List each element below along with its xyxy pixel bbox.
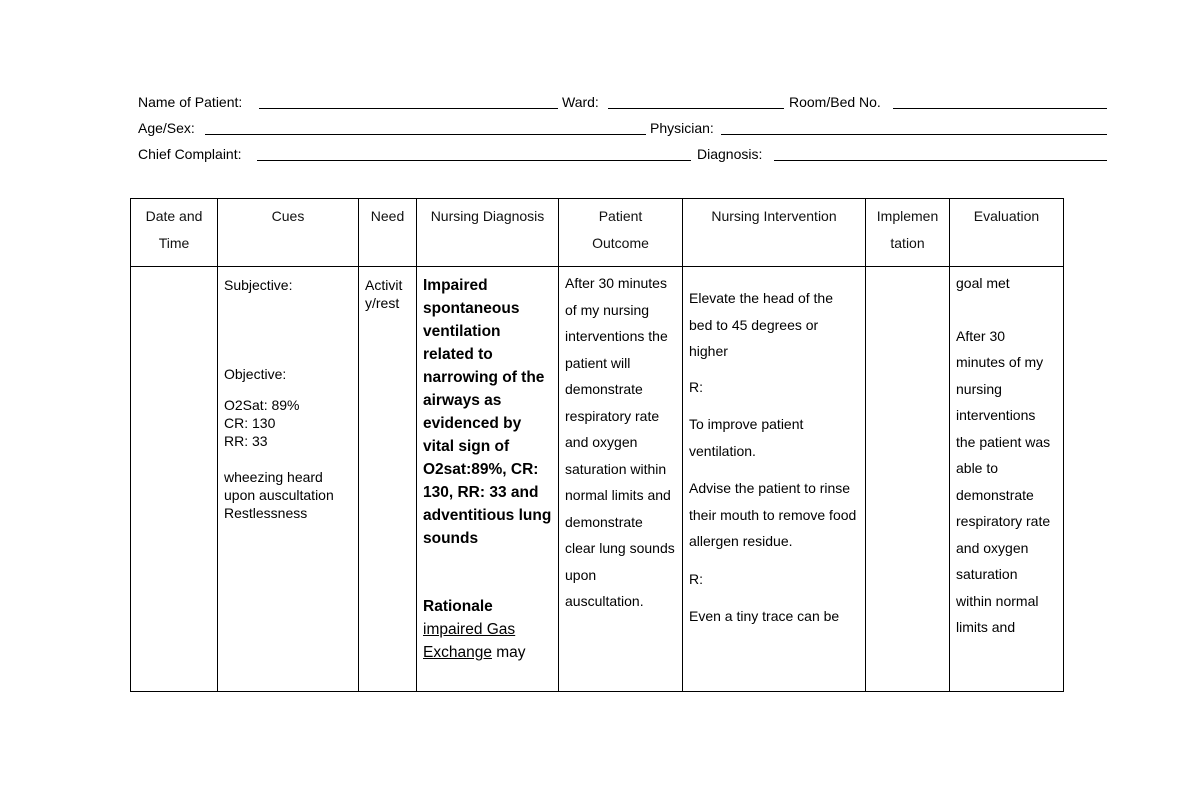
header-outcome-line1: Patient (598, 208, 643, 224)
physician-label: Physician: (650, 120, 714, 136)
header-outcome-line2: Outcome (592, 235, 649, 251)
nursing-diagnosis-cell[interactable] (417, 267, 559, 692)
intervention-r2-text: Even a tiny trace can be (689, 608, 840, 624)
header-need: Need (359, 199, 417, 267)
cues-cell[interactable] (218, 267, 359, 692)
cues-auscultation: upon auscultation (224, 487, 334, 503)
header-date-line1: Date and (145, 208, 203, 224)
chief-complaint-field[interactable] (257, 146, 691, 161)
header-date-line2: Time (158, 235, 190, 251)
header-cues: Cues (218, 199, 359, 267)
room-bed-label: Room/Bed No. (789, 94, 881, 110)
room-bed-field[interactable] (893, 94, 1107, 109)
rationale-label: Rationale (423, 598, 493, 615)
intervention-r1-text: To improve patient ventilation. (689, 416, 804, 459)
header-nursing-intervention: Nursing Intervention (683, 199, 866, 267)
cues-o2sat: O2Sat: 89% (224, 397, 300, 413)
header-evaluation: Evaluation (950, 199, 1064, 267)
impaired-gas-exchange-link[interactable]: impaired Gas Exchange (423, 621, 516, 661)
cues-objective: Objective: (224, 366, 287, 382)
evaluation-text: After 30 minutes of my nursing interventions the patient was able to demonstrate respiratory rate and oxygen saturation within normal limits and (956, 327, 1051, 635)
header-implementation (866, 199, 950, 267)
name-of-patient-field[interactable] (259, 94, 558, 109)
header-patient-outcome (559, 199, 683, 267)
cues-restlessness: Restlessness (224, 505, 308, 521)
table-header-row (131, 199, 1064, 267)
implementation-cell[interactable] (866, 267, 950, 692)
diagnosis-label: Diagnosis: (697, 146, 763, 162)
rationale-rest: may (491, 644, 526, 661)
intervention-item-1: Elevate the head of the bed to 45 degrees or higher (689, 290, 833, 359)
need-text: Activit y/rest (365, 277, 403, 311)
cues-rr: RR: 33 (224, 433, 268, 449)
intervention-item-2: Advise the patient to rinse their mouth to remove food allergen residue. (689, 480, 857, 549)
name-of-patient-label: Name of Patient: (138, 94, 243, 110)
chief-complaint-label: Chief Complaint: (138, 146, 242, 162)
evaluation-cell[interactable] (950, 267, 1064, 692)
date-time-cell[interactable] (131, 267, 218, 692)
cues-subjective: Subjective: (224, 277, 293, 293)
physician-field[interactable] (721, 120, 1107, 135)
nursing-intervention-cell[interactable] (683, 267, 866, 692)
header-impl-line1: Implemen (876, 208, 939, 224)
table-row (131, 267, 1064, 692)
evaluation-status: goal met (956, 275, 1010, 291)
diagnosis-field[interactable] (774, 146, 1107, 161)
header-impl-line2: tation (890, 235, 925, 251)
header-date-time (131, 199, 218, 267)
cues-cr: CR: 130 (224, 415, 276, 431)
age-sex-label: Age/Sex: (138, 120, 195, 136)
patient-outcome-cell[interactable] (559, 267, 683, 692)
header-nursing-diagnosis: Nursing Diagnosis (417, 199, 559, 267)
nursing-care-plan-table (130, 198, 1064, 692)
rationale-text (423, 618, 552, 664)
intervention-r1-label: R: (689, 378, 703, 395)
need-cell[interactable] (359, 267, 417, 692)
ward-label: Ward: (562, 94, 599, 110)
age-sex-field[interactable] (205, 120, 646, 135)
ward-field[interactable] (608, 94, 784, 109)
diagnosis-text: Impaired spontaneous ventilation related to narrowing of the airways as evidenced by vital sign of O2sat:89%, CR: 130, RR: 33 and adventitious lung sounds (423, 277, 552, 547)
cues-wheezing: wheezing heard (224, 469, 323, 485)
intervention-r2-label: R: (689, 570, 703, 587)
outcome-text: After 30 minutes of my nursing interventions the patient will demonstrate respiratory rate and oxygen saturation within normal limits and demonstrate clear lung sounds upon auscultation. (565, 275, 675, 609)
